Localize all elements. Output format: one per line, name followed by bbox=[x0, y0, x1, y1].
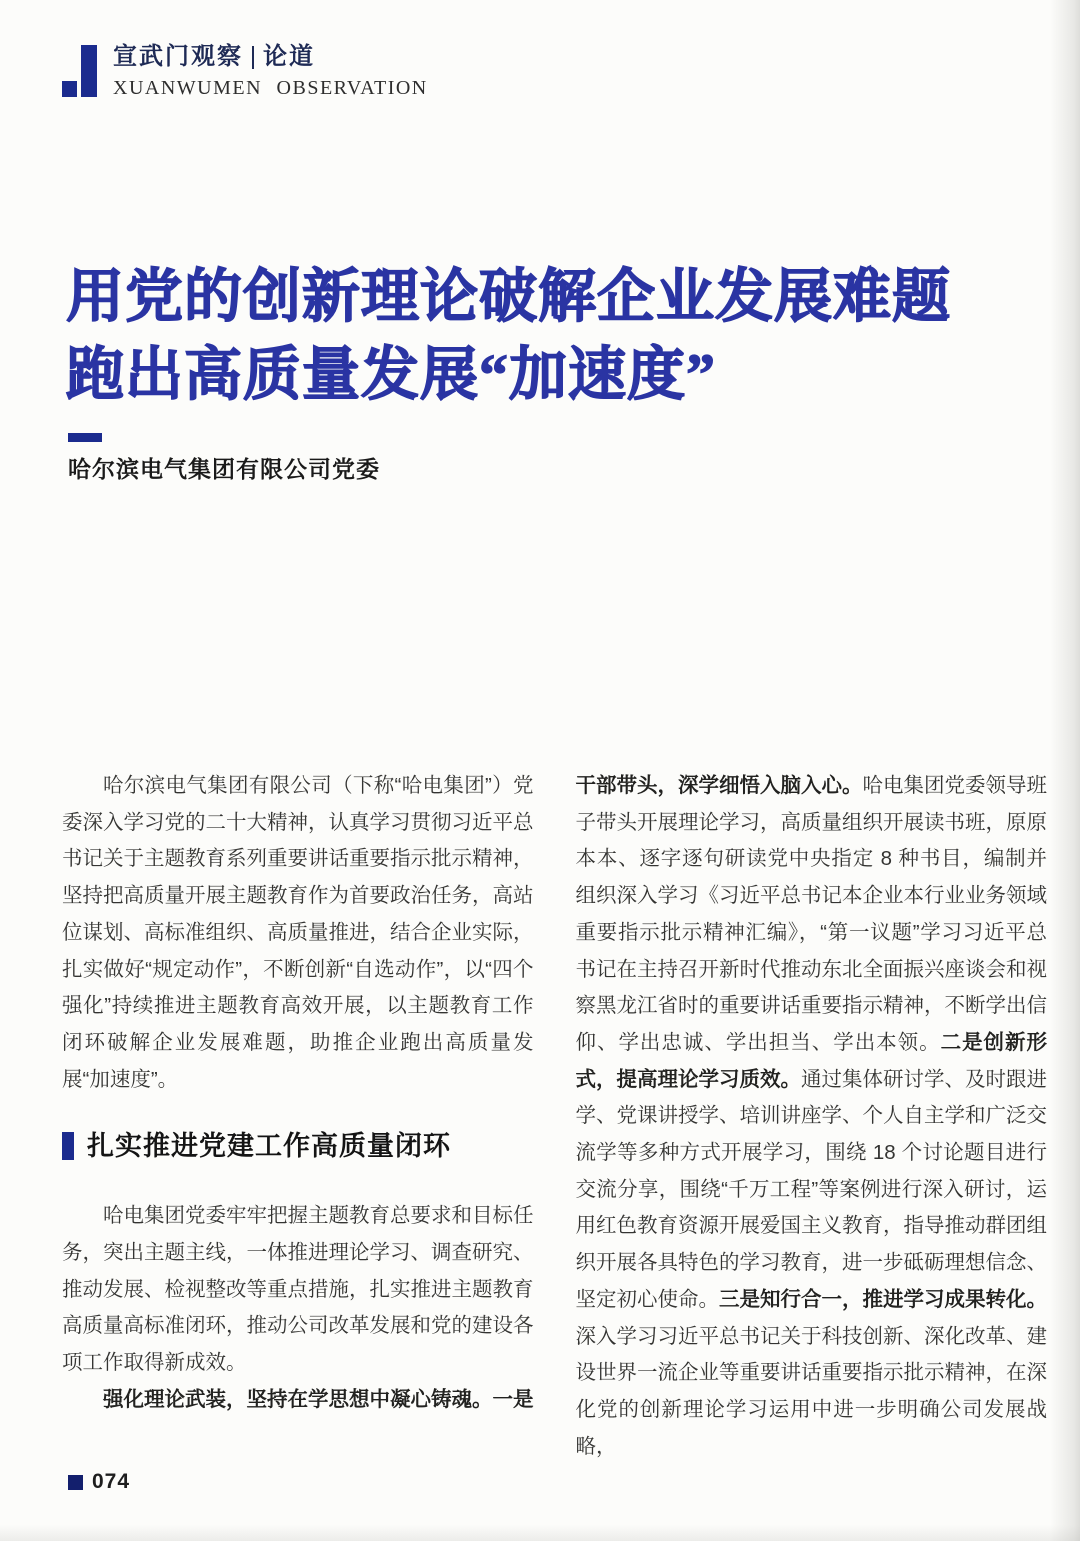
paragraph bbox=[62, 1198, 534, 1382]
paragraph-text: 深入学习习近平总书记关于科技创新、深化改革、建设世界一流企业等重要讲话重要指示批示精神，在深化党的创新理论学习运用中进一步明确公司发展战略， bbox=[575, 1324, 1047, 1458]
paragraph bbox=[62, 1382, 534, 1419]
masthead-section: 论道 bbox=[263, 43, 315, 70]
bold-lead-sentence: 二是创新形式，提高理论学习质效。 bbox=[575, 1030, 1048, 1091]
paragraph-intro bbox=[62, 768, 534, 1098]
paragraph-continued bbox=[576, 768, 1048, 1465]
masthead-title: 宣武门观察 bbox=[113, 43, 243, 70]
paragraph-text: 哈电集团党委牢牢把握主题教育总要求和目标任务，突出主题主线，一体推进理论学习、调查研究、推动发展、检视整改等重点措施，扎实推进主题教育高质量高标准闭环，推动公司改革发展和党的建设各项工作取得新成效。 bbox=[62, 1204, 534, 1375]
article-title-line-1: 用党的创新理论破解企业发展难题 bbox=[66, 264, 952, 329]
brand-logo-icon bbox=[62, 44, 100, 98]
scan-edge-bottom bbox=[0, 1525, 1080, 1541]
paragraph-text: 哈尔滨电气集团有限公司（下称“哈电集团”）党委深入学习党的二十大精神，认真学习贯彻习近平总书记关于主题教育系列重要讲话重要指示批示精神，坚持把高质量开展主题教育作为首要政治任务，高站位谋划、高标准组织、高质量推进，结合企业实际，扎实做好“规定动作”，不断创新“自选动作”，以“四个强化”持续推进主题教育高效开展，以主题教育工作闭环破解企业发展难题，助推企业跑出高质量发展“加速度”。 bbox=[62, 774, 534, 1091]
page-footer bbox=[68, 1470, 130, 1494]
bold-lead-sentence: 干部带头，深学细悟入脑入心。 bbox=[575, 774, 863, 797]
masthead-subtitle: XUANWUMEN OBSERVATION bbox=[113, 77, 428, 99]
bold-lead-sentence: 强化理论武装，坚持在学思想中凝心铸魂。 bbox=[103, 1387, 493, 1411]
masthead-cn-line bbox=[113, 44, 428, 70]
article-title bbox=[66, 258, 951, 414]
masthead bbox=[62, 44, 428, 99]
byline-dash-icon bbox=[68, 433, 102, 442]
bold-lead-sentence: 三是知行合一，推进学习成果转化。 bbox=[719, 1287, 1047, 1311]
logo-tall-bar-icon bbox=[81, 45, 97, 97]
scan-edge-right bbox=[1050, 0, 1080, 1541]
section-heading: 扎实推进党建工作高质量闭环 bbox=[87, 1131, 451, 1162]
paragraph-text: 通过集体研讨学、及时跟进学、党课讲授学、培训讲座学、个人自主学和广泛交流学等多种方式开展学习，围绕 18 个讨论题目进行交流分享，围绕“千万工程”等案例进行深入研讨，运用红色教育资源开展爱国主义教育，指导推动群团组织开展各具特色的学习教育，进一步砥砺理想信念、坚定初心使命。 bbox=[575, 1067, 1047, 1311]
article-body bbox=[62, 768, 1047, 1465]
section-heading-bar-icon bbox=[62, 1132, 74, 1160]
paragraph-text: 哈电集团党委领导班子带头开展理论学习，高质量组织开展读书班，原原本本、逐字逐句研读党中央指定 8 种书目，编制并组织深入学习《习近平总书记本企业本行业业务领域重要指示批示精神汇编》，“第一议题”学习习近平总书记在主持召开新时代推动东北全面振兴座谈会和视察黑龙江省时的重要讲话重要指示精神，不断学出信仰、学出忠诚、学出担当、学出本领。 bbox=[575, 774, 1047, 1054]
logo-small-bar-icon bbox=[62, 81, 77, 97]
article-title-line-2: 跑出高质量发展“加速度” bbox=[66, 342, 717, 407]
byline: 哈尔滨电气集团有限公司党委 bbox=[68, 456, 380, 482]
right-column bbox=[576, 768, 1048, 1465]
section-heading-block bbox=[62, 1131, 534, 1161]
masthead-divider bbox=[252, 46, 254, 69]
page-number-square-icon bbox=[68, 1475, 83, 1490]
left-column bbox=[62, 768, 534, 1465]
masthead-text bbox=[113, 44, 428, 99]
byline-block bbox=[68, 433, 380, 484]
bold-lead-marker: 一是 bbox=[492, 1387, 534, 1411]
page-number: 074 bbox=[92, 1470, 131, 1493]
